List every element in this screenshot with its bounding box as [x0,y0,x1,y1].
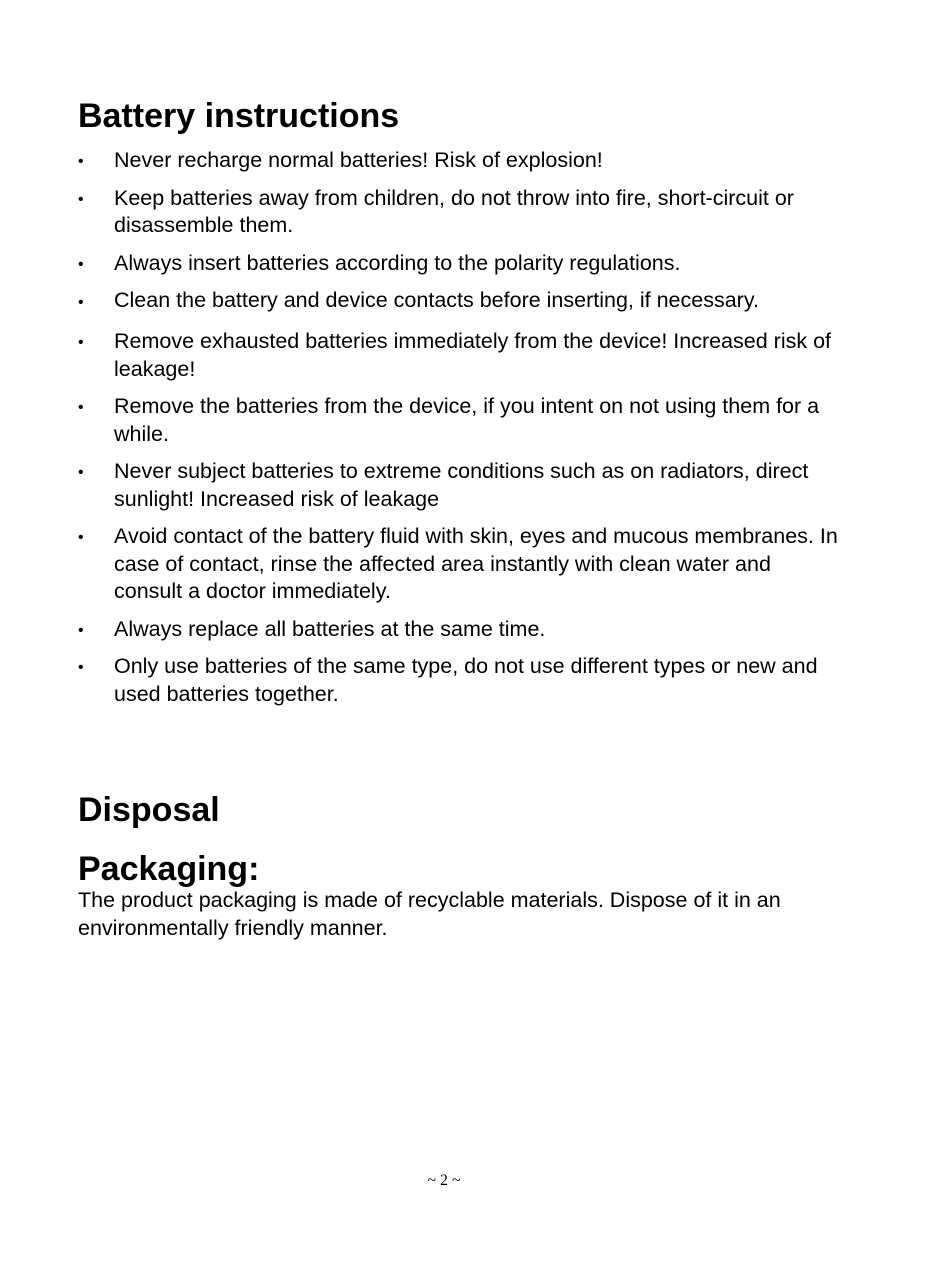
bullet-icon: • [78,399,84,416]
list-item-text: Remove the batteries from the device, if you intent on not using them for a while. [114,394,820,446]
list-item-text: Clean the battery and device contacts before inserting, if necessary. [114,288,759,312]
list-item [78,147,838,175]
list-item [78,616,838,644]
packaging-paragraph: The product packaging is made of recyclable materials. Dispose of it in an environmentally friendly manner. [78,888,781,940]
list-item-text: Never recharge normal batteries! Risk of explosion! [114,148,603,172]
list-item-text: Remove exhausted batteries immediately from the device! Increased risk of leakage! [114,329,831,381]
bullet-icon: • [78,529,84,546]
bullet-icon: • [78,255,84,273]
packaging-heading: Packaging: [78,850,260,888]
page-number: ~ 2 ~ [427,1172,461,1189]
bullet-icon: • [78,294,84,311]
list-item-text: Always replace all batteries at the same time. [114,616,546,641]
list-item [78,653,838,708]
list-item [78,287,838,318]
bullet-icon: • [78,621,84,639]
list-item [78,458,838,513]
disposal-heading: Disposal [78,791,220,829]
bullet-icon: • [78,464,84,481]
battery-instructions-heading: Battery instructions [78,97,400,135]
bullet-icon: • [78,659,84,676]
bullet-icon: • [78,334,84,351]
list-item-text: Avoid contact of the battery fluid with skin, eyes and mucous membranes. In case of contact, rinse the affected area instantly with clean water and consult a doctor immediately. [114,524,838,603]
list-item-text: Keep batteries away from children, do not throw into fire, short-circuit or disassemble them. [114,185,794,237]
list-item [78,328,838,383]
battery-instructions-list [78,147,838,718]
bullet-icon: • [78,153,84,170]
list-item-text: Only use batteries of the same type, do not use different types or new and used batteries together. [114,654,818,706]
bullet-icon: • [78,190,84,208]
list-item-text: Never subject batteries to extreme conditions such as on radiators, direct sunlight! Increased risk of leakage [114,459,809,511]
list-item [78,393,838,448]
list-item [78,185,838,240]
list-item [78,523,838,606]
list-item [78,250,838,278]
list-item-text: Always insert batteries according to the polarity regulations. [114,250,681,275]
